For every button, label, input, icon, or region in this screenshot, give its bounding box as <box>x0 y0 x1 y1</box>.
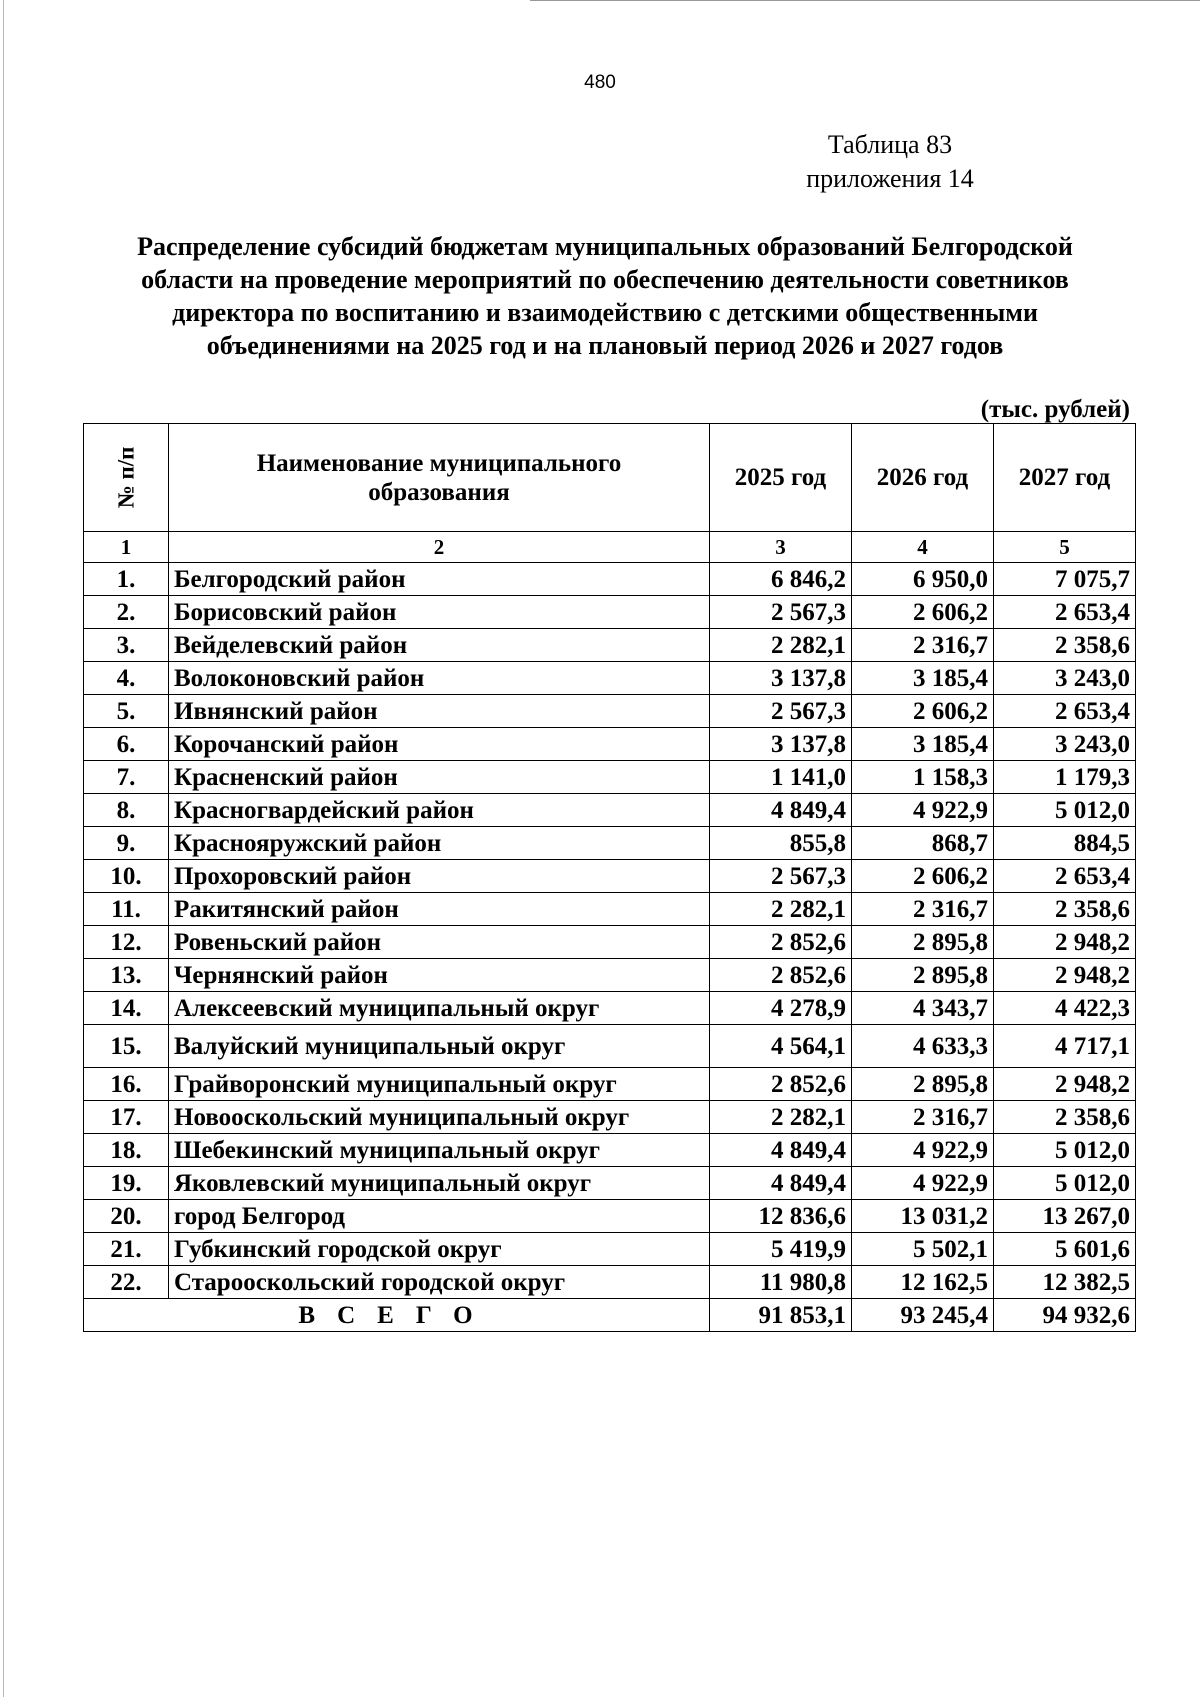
municipality-name: город Белгород <box>169 1200 710 1233</box>
column-number: 4 <box>852 532 994 563</box>
scan-top-line <box>530 0 1200 1</box>
table-row <box>84 728 1136 761</box>
value-2027: 2 358,6 <box>994 893 1136 926</box>
value-2025: 2 567,3 <box>710 596 852 629</box>
value-2026: 2 895,8 <box>852 959 994 992</box>
title-line2: области на проведение мероприятий по обеспечению деятельности советников <box>141 265 1069 294</box>
row-number: 21. <box>84 1233 169 1266</box>
value-2026: 2 895,8 <box>852 926 994 959</box>
value-2025: 4 278,9 <box>710 992 852 1025</box>
value-2026: 6 950,0 <box>852 563 994 596</box>
municipality-name: Ивнянский район <box>169 695 710 728</box>
row-number: 6. <box>84 728 169 761</box>
municipality-name: Прохоровский район <box>169 860 710 893</box>
page-number: 480 <box>584 72 616 93</box>
table-row <box>84 761 1136 794</box>
value-2025: 2 852,6 <box>710 959 852 992</box>
value-2027: 2 653,4 <box>994 695 1136 728</box>
value-2027: 884,5 <box>994 827 1136 860</box>
municipality-name: Валуйский муниципальный округ <box>169 1025 710 1068</box>
value-2027: 4 717,1 <box>994 1025 1136 1068</box>
table-row <box>84 629 1136 662</box>
table-row <box>84 1068 1136 1101</box>
value-2025: 2 282,1 <box>710 893 852 926</box>
row-number: 10. <box>84 860 169 893</box>
value-2025: 4 849,4 <box>710 794 852 827</box>
value-2027: 2 948,2 <box>994 1068 1136 1101</box>
value-2025: 2 282,1 <box>710 1101 852 1134</box>
value-2027: 3 243,0 <box>994 728 1136 761</box>
value-2027: 2 358,6 <box>994 1101 1136 1134</box>
value-2026: 4 633,3 <box>852 1025 994 1068</box>
value-2026: 4 343,7 <box>852 992 994 1025</box>
header-2026: 2026 год <box>852 424 994 532</box>
municipality-name: Волоконовский район <box>169 662 710 695</box>
value-2026: 2 895,8 <box>852 1068 994 1101</box>
value-2026: 4 922,9 <box>852 1134 994 1167</box>
value-2026: 868,7 <box>852 827 994 860</box>
municipality-name: Красногвардейский район <box>169 794 710 827</box>
value-2025: 2 567,3 <box>710 860 852 893</box>
value-2025: 6 846,2 <box>710 563 852 596</box>
value-2026: 2 606,2 <box>852 695 994 728</box>
value-2025: 4 849,4 <box>710 1167 852 1200</box>
total-label: ВСЕГО <box>84 1299 710 1332</box>
table-row <box>84 1025 1136 1068</box>
title-line3: директора по воспитанию и взаимодействию с детскими общественными <box>172 298 1038 327</box>
value-2026: 3 185,4 <box>852 728 994 761</box>
value-2027: 12 382,5 <box>994 1266 1136 1299</box>
value-2025: 2 852,6 <box>710 1068 852 1101</box>
title-line1: Распределение субсидий бюджетам муниципальных образований Белгородской <box>137 232 1073 261</box>
value-2025: 3 137,8 <box>710 728 852 761</box>
value-2027: 2 358,6 <box>994 629 1136 662</box>
row-number: 9. <box>84 827 169 860</box>
value-2026: 2 316,7 <box>852 629 994 662</box>
value-2027: 2 948,2 <box>994 926 1136 959</box>
municipality-name: Алексеевский муниципальный округ <box>169 992 710 1025</box>
table-row <box>84 1167 1136 1200</box>
municipality-name: Краснояружский район <box>169 827 710 860</box>
municipality-name: Красненский район <box>169 761 710 794</box>
value-2027: 2 653,4 <box>994 596 1136 629</box>
column-number: 1 <box>84 532 169 563</box>
value-2027: 1 179,3 <box>994 761 1136 794</box>
total-2026: 93 245,4 <box>852 1299 994 1332</box>
table-row <box>84 860 1136 893</box>
row-number: 15. <box>84 1025 169 1068</box>
value-2025: 2 282,1 <box>710 629 852 662</box>
municipality-name: Корочанский район <box>169 728 710 761</box>
municipality-name: Новооскольский муниципальный округ <box>169 1101 710 1134</box>
header-name-line2: образования <box>368 478 510 506</box>
table-row <box>84 695 1136 728</box>
table-row <box>84 1266 1136 1299</box>
row-number: 22. <box>84 1266 169 1299</box>
value-2026: 13 031,2 <box>852 1200 994 1233</box>
row-number: 1. <box>84 563 169 596</box>
header-name-line1: Наименование муниципального <box>256 449 622 477</box>
value-2026: 2 606,2 <box>852 596 994 629</box>
municipality-name: Шебекинский муниципальный округ <box>169 1134 710 1167</box>
header-2027: 2027 год <box>994 424 1136 532</box>
row-number: 13. <box>84 959 169 992</box>
value-2025: 11 980,8 <box>710 1266 852 1299</box>
value-2026: 12 162,5 <box>852 1266 994 1299</box>
municipality-name: Ракитянский район <box>169 893 710 926</box>
table-row <box>84 1233 1136 1266</box>
value-2026: 4 922,9 <box>852 1167 994 1200</box>
value-2025: 3 137,8 <box>710 662 852 695</box>
value-2026: 4 922,9 <box>852 794 994 827</box>
municipality-name: Грайворонский муниципальный округ <box>169 1068 710 1101</box>
table-row <box>84 596 1136 629</box>
value-2027: 5 601,6 <box>994 1233 1136 1266</box>
municipality-name: Чернянский район <box>169 959 710 992</box>
municipality-name: Белгородский район <box>169 563 710 596</box>
value-2027: 5 012,0 <box>994 794 1136 827</box>
municipality-name: Старооскольский городской округ <box>169 1266 710 1299</box>
subsidy-table <box>83 423 1136 1332</box>
value-2026: 2 606,2 <box>852 860 994 893</box>
value-2025: 4 564,1 <box>710 1025 852 1068</box>
table-row <box>84 992 1136 1025</box>
row-number: 11. <box>84 893 169 926</box>
table-row <box>84 662 1136 695</box>
table-row <box>84 827 1136 860</box>
column-number: 5 <box>994 532 1136 563</box>
table-header-row <box>84 424 1136 532</box>
column-number: 2 <box>169 532 710 563</box>
value-2027: 7 075,7 <box>994 563 1136 596</box>
total-2025: 91 853,1 <box>710 1299 852 1332</box>
column-number: 3 <box>710 532 852 563</box>
row-number: 7. <box>84 761 169 794</box>
row-number: 2. <box>84 596 169 629</box>
header-number <box>84 424 169 532</box>
total-2027: 94 932,6 <box>994 1299 1136 1332</box>
value-2027: 2 653,4 <box>994 860 1136 893</box>
total-row <box>84 1299 1136 1332</box>
value-2025: 855,8 <box>710 827 852 860</box>
value-2026: 2 316,7 <box>852 1101 994 1134</box>
value-2027: 4 422,3 <box>994 992 1136 1025</box>
municipality-name: Борисовский район <box>169 596 710 629</box>
value-2025: 12 836,6 <box>710 1200 852 1233</box>
value-2026: 3 185,4 <box>852 662 994 695</box>
value-2027: 2 948,2 <box>994 959 1136 992</box>
document-title <box>80 230 1130 362</box>
value-2027: 13 267,0 <box>994 1200 1136 1233</box>
row-number: 4. <box>84 662 169 695</box>
municipality-name: Губкинский городской округ <box>169 1233 710 1266</box>
value-2027: 3 243,0 <box>994 662 1136 695</box>
table-row <box>84 1101 1136 1134</box>
value-2027: 5 012,0 <box>994 1167 1136 1200</box>
table-reference <box>760 128 1020 196</box>
header-number-text: № п/п <box>113 446 139 509</box>
value-2026: 1 158,3 <box>852 761 994 794</box>
table-row <box>84 893 1136 926</box>
row-number: 16. <box>84 1068 169 1101</box>
row-number: 14. <box>84 992 169 1025</box>
row-number: 20. <box>84 1200 169 1233</box>
value-2025: 5 419,9 <box>710 1233 852 1266</box>
column-numbers-row <box>84 532 1136 563</box>
row-number: 18. <box>84 1134 169 1167</box>
table-row <box>84 1200 1136 1233</box>
row-number: 5. <box>84 695 169 728</box>
row-number: 3. <box>84 629 169 662</box>
municipality-name: Ровеньский район <box>169 926 710 959</box>
municipality-name: Вейделевский район <box>169 629 710 662</box>
table-row <box>84 794 1136 827</box>
table-ref-line2: приложения 14 <box>806 164 974 193</box>
value-2025: 1 141,0 <box>710 761 852 794</box>
row-number: 8. <box>84 794 169 827</box>
value-2026: 5 502,1 <box>852 1233 994 1266</box>
value-2027: 5 012,0 <box>994 1134 1136 1167</box>
title-line4: объединениями на 2025 год и на плановый период 2026 и 2027 годов <box>206 331 1004 360</box>
header-name <box>169 424 710 532</box>
value-2025: 4 849,4 <box>710 1134 852 1167</box>
value-2026: 2 316,7 <box>852 893 994 926</box>
value-2025: 2 567,3 <box>710 695 852 728</box>
value-2025: 2 852,6 <box>710 926 852 959</box>
row-number: 12. <box>84 926 169 959</box>
table-row <box>84 1134 1136 1167</box>
table-row <box>84 563 1136 596</box>
row-number: 17. <box>84 1101 169 1134</box>
table-row <box>84 959 1136 992</box>
table-ref-line1: Таблица 83 <box>827 130 953 159</box>
header-2025: 2025 год <box>710 424 852 532</box>
municipality-name: Яковлевский муниципальный округ <box>169 1167 710 1200</box>
scan-edge-line <box>3 0 4 1697</box>
units-label: (тыс. рублей) <box>980 396 1130 423</box>
table-row <box>84 926 1136 959</box>
row-number: 19. <box>84 1167 169 1200</box>
